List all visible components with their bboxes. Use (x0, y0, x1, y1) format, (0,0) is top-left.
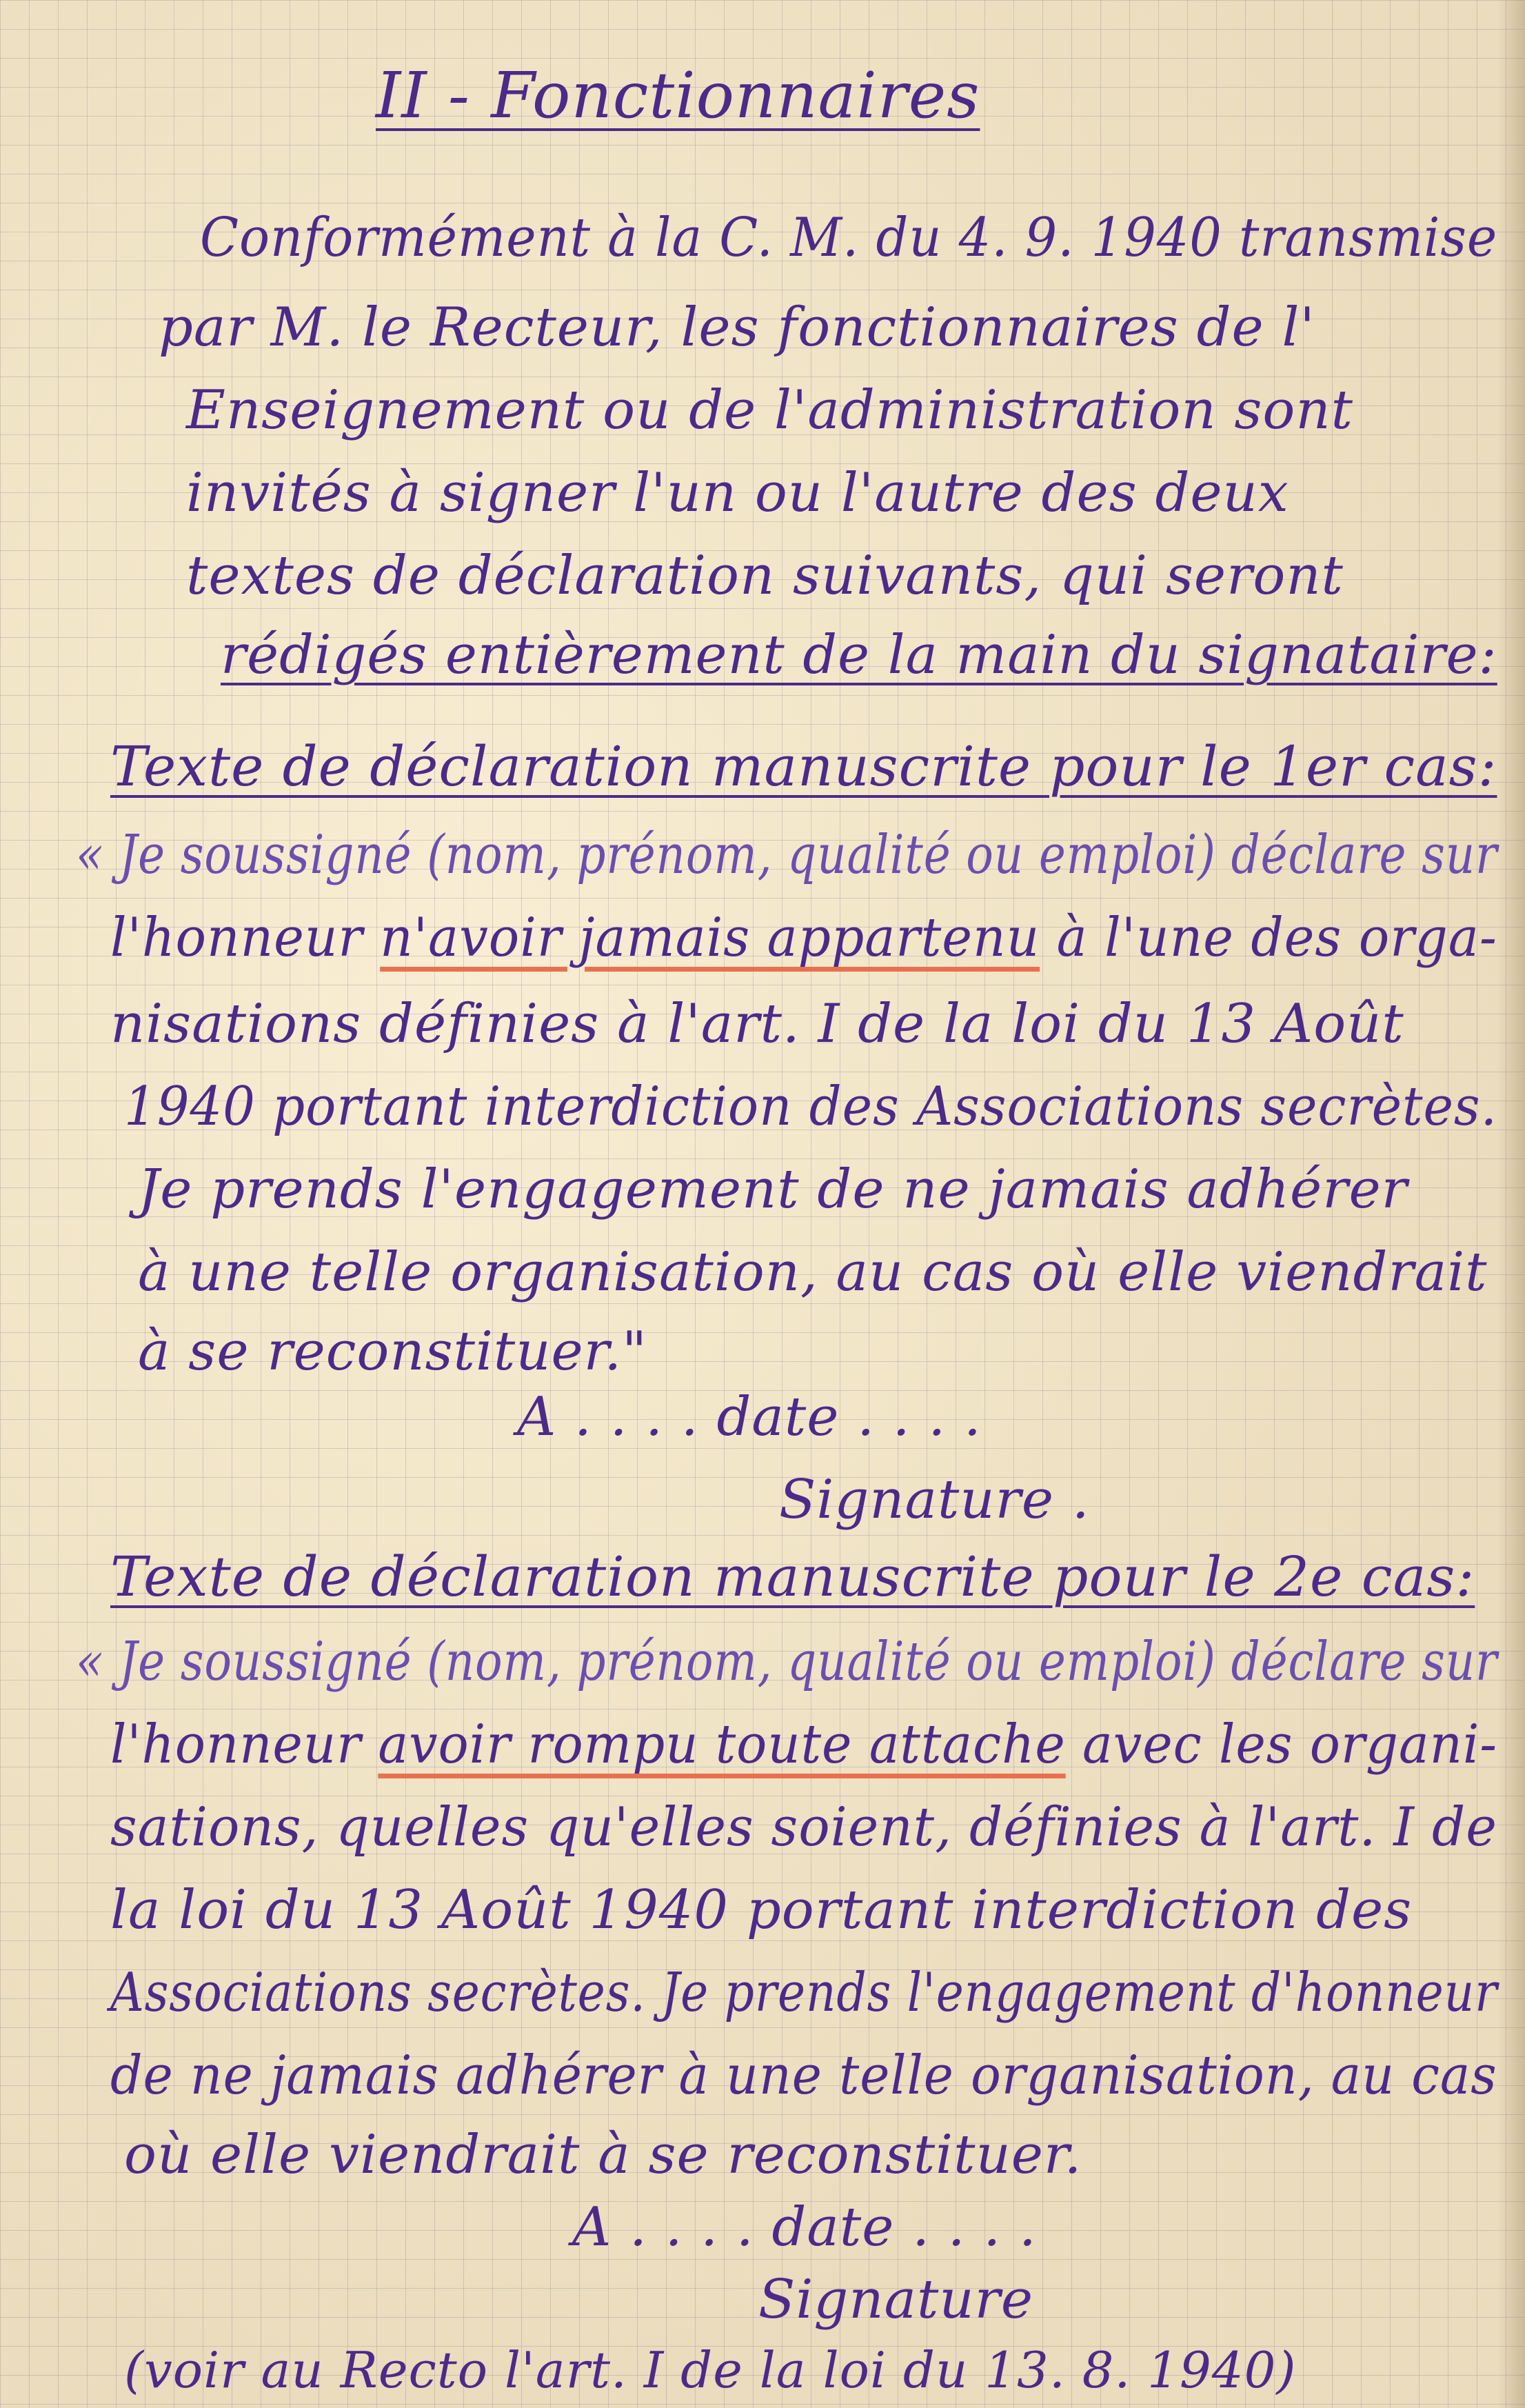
intro-line-1: Conformément à la C. M. du 4. 9. 1940 transmise (200, 207, 1498, 269)
case2-highlighted-phrase: avoir rompu toute attache (378, 1714, 1066, 1776)
intro-line-5: textes de déclaration suivants, qui seront (186, 545, 1344, 607)
case2-line-5: Associations secrètes. Je prends l'engagement d'honneur (110, 1962, 1498, 2024)
intro-line-6: rédigés entièrement de la main du signataire: (221, 624, 1497, 686)
case2-line-6: de ne jamais adhérer à une telle organisation, au cas (110, 2045, 1497, 2107)
case2-line-2 (110, 1714, 1497, 1776)
case2-line-7: où elle viendrait à se reconstituer. (124, 2124, 1082, 2186)
footnote: (voir au Recto l'art. I de la loi du 13. 8. 1940) (124, 2341, 1297, 2399)
page-edge-shadow (1497, 0, 1525, 2408)
intro-line-3: Enseignement ou de l'administration sont (186, 379, 1353, 441)
case1-line-2 (110, 907, 1497, 969)
case1-signature: Signature . (779, 1469, 1090, 1531)
intro-line-4: invités à signer l'un ou l'autre des deux (186, 462, 1289, 524)
case2-line-2-end: avec les organi- (1065, 1714, 1498, 1776)
case1-line-6: à une telle organisation, au cas où elle viendrait (138, 1241, 1488, 1303)
case2-line-3: sations, quelles qu'elles soient, définies à l'art. I de (110, 1796, 1497, 1858)
case1-line-1: « Je soussigné (nom, prénom, qualité ou emploi) déclare sur (76, 824, 1498, 886)
case1-heading: Texte de déclaration manuscrite pour le 1er cas: (110, 734, 1497, 799)
page-title: II - Fonctionnaires (376, 59, 980, 132)
case1-line-3: nisations définies à l'art. I de la loi du 13 Août (110, 993, 1404, 1055)
case2-heading: Texte de déclaration manuscrite pour le 2e cas: (110, 1545, 1475, 1609)
case1-line-4: 1940 portant interdiction des Associations secrètes. (124, 1076, 1497, 1138)
case1-line-2-end: à l'une des orga- (1040, 907, 1497, 969)
case2-place-date: A . . . . date . . . . (572, 2196, 1037, 2258)
case2-line-1: « Je soussigné (nom, prénom, qualité ou emploi) déclare sur (76, 1631, 1498, 1693)
case1-place-date: A . . . . date . . . . (517, 1386, 982, 1448)
case2-line-2-start: l'honneur (110, 1714, 378, 1776)
case2-line-4: la loi du 13 Août 1940 portant interdiction des (110, 1879, 1413, 1941)
case2-signature: Signature (758, 2269, 1034, 2331)
case1-highlighted-phrase: n'avoir jamais appartenu (380, 907, 1040, 969)
case1-line-5: Je prends l'engagement de ne jamais adhérer (138, 1158, 1408, 1221)
intro-line-2: par M. le Recteur, les fonctionnaires de l' (159, 297, 1315, 359)
case1-line-7: à se reconstituer." (138, 1321, 648, 1383)
case1-line-2-start: l'honneur (110, 907, 381, 969)
